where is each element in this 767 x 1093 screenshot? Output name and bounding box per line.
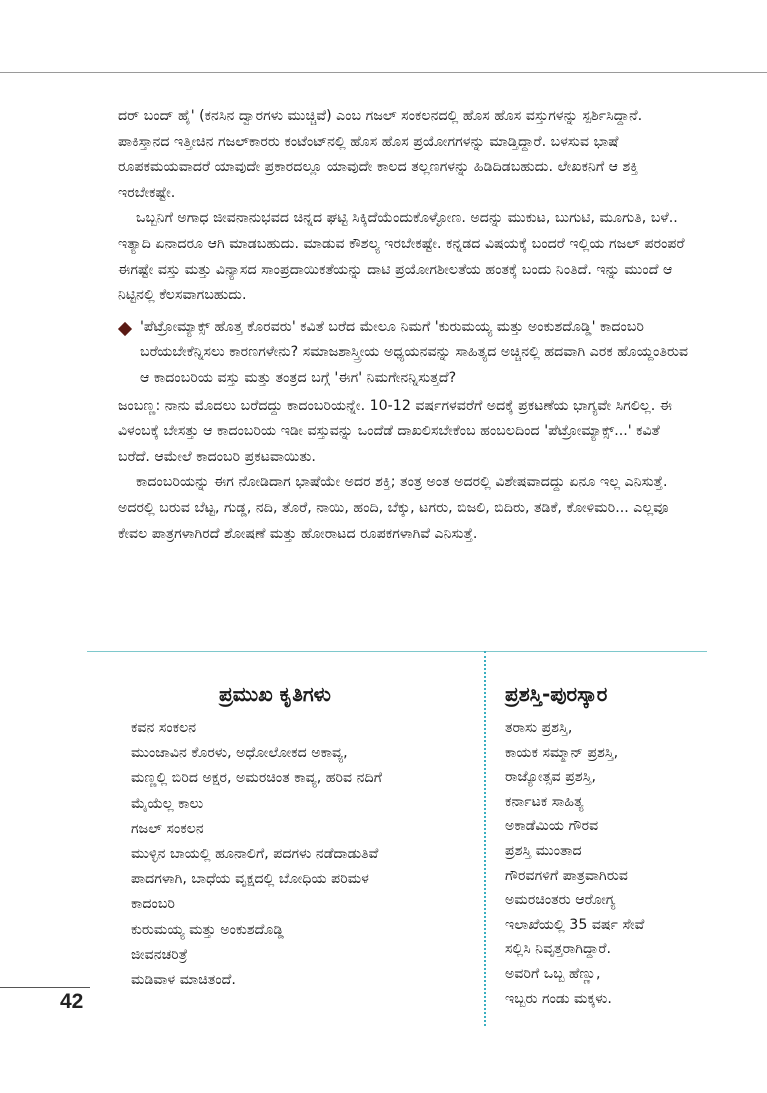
- diamond-bullet-icon: [118, 322, 132, 336]
- award-line: ಪ್ರಶಸ್ತಿ ಮುಂತಾದ: [505, 842, 582, 859]
- works-line: ಜೀವನಚರಿತ್ರೆ: [131, 946, 188, 963]
- works-line: ಮಣ್ಣಲ್ಲಿ ಬಿರಿದ ಅಕ್ಷರ, ಅಮರಚಿಂತ ಕಾವ್ಯ, ಹರಿವ ನದಿಗೆ: [131, 770, 382, 787]
- award-line: ಸಲ್ಲಿಸಿ ನಿವೃತ್ತರಾಗಿದ್ದಾರೆ.: [505, 941, 612, 958]
- paragraph-2: ಒಬ್ಬನಿಗೆ ಅಗಾಧ ಜೀವನಾನುಭವದ ಚಿನ್ನದ ಘಟ್ಟಿ ಸಿಕ್ಕಿದೆಯೆಂದುಕೊಳ್ಳೋಣ. ಅದನ್ನು ಮುಕುಟ, ಬುಗುಟಿ, ಮೂಗುತಿ, ಬಳೆ.. ಇತ್ಯಾದಿ ಏನಾದರೂ ಆಗಿ ಮಾಡಬಹುದು. ಮಾಡುವ ಕೌಶಲ್ಯ ಇರಬೇಕಷ್ಟೇ. ಕನ್ನಡದ ವಿಷಯಕ್ಕೆ ಬಂದರೆ ಇಲ್ಲಿಯ ಗಜಲ್ ಪರಂಪರೆ ಈಗಷ್ಟೇ ವಸ್ತು ಮತ್ತು ವಿನ್ಯಾಸದ ಸಾಂಪ್ರದಾಯಿಕತೆಯನ್ನು ದಾಟಿ ಪ್ರಯೋಗಶೀಲತೆಯ ಹಂತಕ್ಕೆ ಬಂದು ನಿಂತಿದೆ. ಇನ್ನು ಮುಂದೆ ಆ ನಿಟ್ಟಿನಲ್ಲಿ ಕೆಲಸವಾಗಬಹುದು.: [118, 210, 685, 304]
- works-line: ಮುಂಜಾವಿನ ಕೊರಳು, ಅಧೋಲೋಕದ ಅಕಾವ್ಯ,: [131, 745, 348, 762]
- award-line: ಕರ್ನಾಟಕ ಸಾಹಿತ್ಯ: [505, 793, 584, 810]
- paragraph-1: ದರ್ ಬಂದ್ ಹೈ' (ಕನಸಿನ ದ್ವಾರಗಳು ಮುಚ್ಚಿವೆ) ಎಂಬ ಗಜಲ್ ಸಂಕಲನದಲ್ಲಿ ಹೊಸ ಹೊಸ ವಸ್ತುಗಳನ್ನು ಸ್ಪರ್ಶಿಸಿದ್ದಾನೆ. ಪಾಕಿಸ್ತಾನದ ಇತ್ತೀಚಿನ ಗಜಲ್‌ಕಾರರು ಕಂಟೆಂಟ್‌ನಲ್ಲಿ ಹೊಸ ಹೊಸ ಪ್ರಯೋಗಗಳನ್ನು ಮಾಡ್ತಿದ್ದಾರೆ. ಬಳಸುವ ಭಾಷೆ ರೂಪಕಮಯವಾದರೆ ಯಾವುದೇ ಪ್ರಕಾರದಲ್ಲೂ ಯಾವುದೇ ಕಾಲದ ತಲ್ಲಣಗಳನ್ನು ಹಿಡಿದಿಡಬಹುದು. ಲೇಖಕನಿಗೆ ಆ ಶಕ್ತಿ ಇರಬೇಕಷ್ಟೇ.: [118, 108, 643, 201]
- award-line: ತರಾಸು ಪ್ರಶಸ್ತಿ,: [505, 720, 573, 736]
- article-body: [118, 104, 696, 547]
- awards-box: [505, 680, 705, 1011]
- works-line: ಪಾದಗಳಾಗಿ, ಬಾಧೆಯ ವೃಕ್ಷದಲ್ಲಿ ಬೋಧಿಯ ಪರಿಮಳ: [131, 871, 369, 888]
- award-line: ಕಾಯಕ ಸಮ್ಮಾನ್ ಪ್ರಶಸ್ತಿ,: [505, 744, 619, 761]
- major-works-box: [131, 680, 476, 993]
- works-line: ಮುಳ್ಳಿನ ಬಾಯಲ್ಲಿ ಹೂನಾಲಿಗೆ, ಪದಗಳು ನಡೆದಾಡುತಿವೆ: [131, 846, 379, 863]
- interview-question: [118, 315, 696, 392]
- works-line: ಗಜಲ್ ಸಂಕಲನ: [131, 820, 204, 837]
- footer-rule: [0, 987, 90, 988]
- works-line: ಕಾದಂಬರಿ: [131, 896, 175, 913]
- works-line: ಕುರುಮಯ್ಯ ಮತ್ತು ಅಂಕುಶದೊಡ್ಡಿ: [131, 921, 284, 938]
- award-line: ಅಮರಚಿಂತರು ಆರೋಗ್ಯ: [505, 892, 616, 909]
- page-number: 42: [60, 990, 84, 1013]
- column-divider: [484, 651, 486, 1026]
- awards-heading: ಪ್ರಶಸ್ತಿ-ಪುರಸ್ಕಾರ: [505, 682, 608, 706]
- award-line: ಇಲಾಖೆಯಲ್ಲಿ 35 ವರ್ಷ ಸೇವೆ: [505, 916, 645, 933]
- award-line: ಅವರಿಗೆ ಒಬ್ಬ ಹೆಣ್ಣು,: [505, 965, 601, 982]
- award-line: ಗೌರವಗಳಿಗೆ ಪಾತ್ರವಾಗಿರುವ: [505, 867, 628, 884]
- header-rule: [0, 72, 767, 73]
- works-line: ಮಡಿವಾಳ ಮಾಚಿತಂದೆ.: [131, 972, 236, 989]
- award-line: ರಾಜ್ಯೋತ್ಸವ ಪ್ರಶಸ್ತಿ,: [505, 769, 596, 786]
- answer-paragraph-1: ಜಂಬಣ್ಣ: ನಾನು ಮೊದಲು ಬರೆದದ್ದು ಕಾದಂಬರಿಯನ್ನೇ. 10-12 ವರ್ಷಗಳವರೆಗೆ ಅದಕ್ಕೆ ಪ್ರಕಟಣೆಯ ಭಾಗ್ಯವೇ ಸಿಗಲಿಲ್ಲ. ಈ ವಿಳಂಬಕ್ಕೆ ಬೇಸತ್ತು ಆ ಕಾದಂಬರಿಯ ಇಡೀ ವಸ್ತುವನ್ನು ಒಂದೆಡೆ ದಾಖಲಿಸಬೇಕೆಂಬ ಹಂಬಲದಿಂದ 'ಪೆಟ್ರೋಮ್ಯಾಕ್ಸ್...' ಕವಿತೆ ಬರೆದೆ. ಆಮೇಲೆ ಕಾದಂಬರಿ ಪ್ರಕಟವಾಯಿತು.: [118, 397, 673, 465]
- answer-paragraph-2: ಕಾದಂಬರಿಯನ್ನು ಈಗ ನೋಡಿದಾಗ ಭಾಷೆಯೇ ಅದರ ಶಕ್ತಿ; ತಂತ್ರ ಅಂತ ಅದರಲ್ಲಿ ವಿಶೇಷವಾದದ್ದು ಏನೂ ಇಲ್ಲ ಎನಿಸುತ್ತೆ. ಅದರಲ್ಲಿ ಬರುವ ಬೆಟ್ಟ, ಗುಡ್ಡ, ನದಿ, ತೊರೆ, ನಾಯಿ, ಹಂದಿ, ಬೆಕ್ಕು, ಟಗರು, ಬಿಜಲಿ, ಬಿದಿರು, ತಡಿಕೆ, ಕೋಳಿಮರಿ... ಎಲ್ಲವೂ ಕೇವಲ ಪಾತ್ರಗಳಾಗಿರದೆ ಶೋಷಣೆ ಮತ್ತು ಹೋರಾಟದ ರೂಪಕಗಳಾಗಿವೆ ಎನಿಸುತ್ತೆ.: [118, 474, 669, 542]
- section-divider: [87, 651, 707, 652]
- works-line: ಮೈಯೆಲ್ಲ ಕಾಲು: [131, 795, 204, 812]
- major-works-heading: ಪ್ರಮುಖ ಕೃತಿಗಳು: [219, 682, 331, 706]
- question-text: 'ಪೆಟ್ರೋಮ್ಯಾಕ್ಸ್ ಹೊತ್ತ ಕೊರವರು' ಕವಿತೆ ಬರೆದ ಮೇಲೂ ನಿಮಗೆ 'ಕುರುಮಯ್ಯ ಮತ್ತು ಅಂಕುಶದೊಡ್ಡಿ' ಕಾದಂಬರಿ ಬರೆಯಬೇಕೆನ್ನಿಸಲು ಕಾರಣಗಳೇನು? ಸಮಾಜಶಾಸ್ತ್ರೀಯ ಅಧ್ಯಯನವನ್ನು ಸಾಹಿತ್ಯದ ಅಚ್ಚಿನಲ್ಲಿ ಹದವಾಗಿ ಎರಕ ಹೊಯ್ದಂತಿರುವ ಆ ಕಾದಂಬರಿಯ ವಸ್ತು ಮತ್ತು ತಂತ್ರದ ಬಗ್ಗೆ 'ಈಗ' ನಿಮಗೇನನ್ನಿಸುತ್ತದೆ?: [140, 318, 689, 386]
- award-line: ಅಕಾಡೆಮಿಯ ಗೌರವ: [505, 818, 599, 835]
- award-line: ಇಬ್ಬರು ಗಂಡು ಮಕ್ಕಳು.: [505, 990, 612, 1007]
- works-line: ಕವನ ಸಂಕಲನ: [131, 720, 197, 736]
